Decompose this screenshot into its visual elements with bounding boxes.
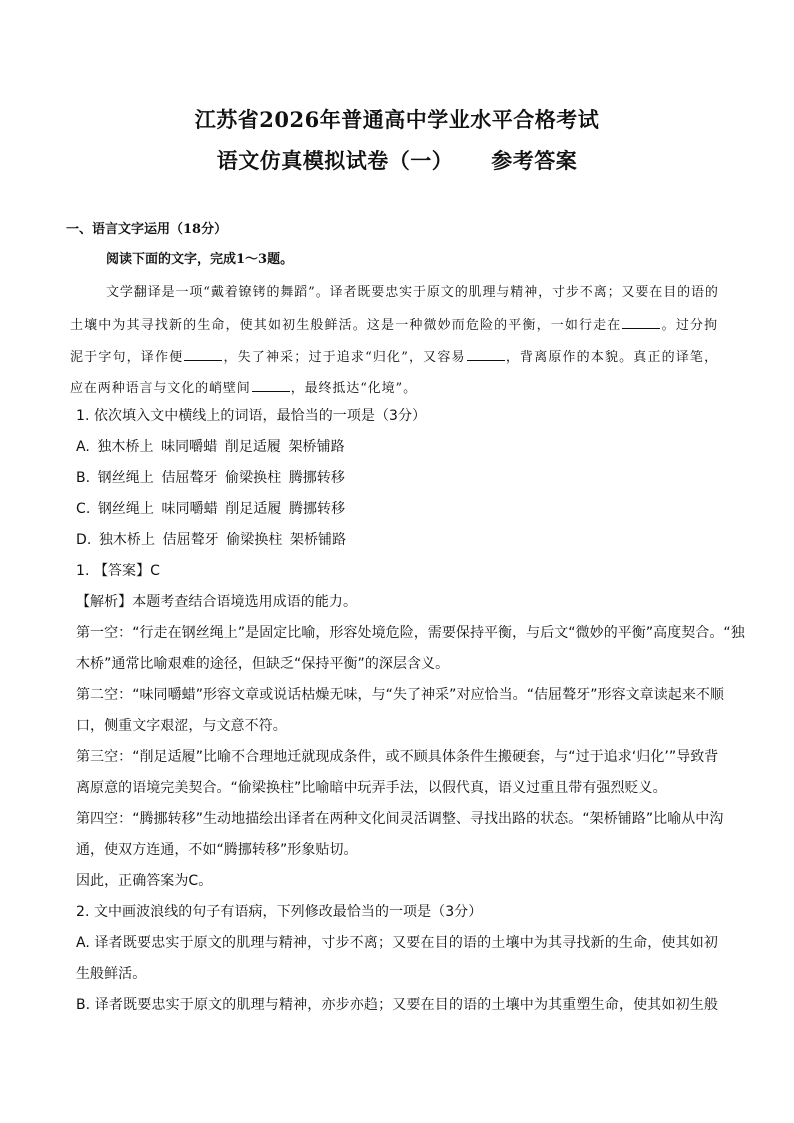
passage-line: 文学翻译是一项“戴着镣铐的舞蹈”。译者既要忠实于原文的肌理与精神，寸步不离；又要在目的语的 [106,285,719,300]
analysis-paragraph: 第二空：“味同嚼蜡”形容文章或说话枯燥无味，与“失了神采”对应恰当。“佶屈聱牙”形容文章读起来不顺 [76,687,724,703]
question-1-option-b: B. 钢丝绳上 佶屈聱牙 偷梁换柱 腾挪转移 [76,470,345,486]
document-subtitle [0,145,794,175]
analysis-paragraph: 第三空：“削足适履”比喻不合理地迁就现成条件，或不顾具体条件生搬硬套，与“过于追求‘归化’”导致背 [76,749,719,765]
passage-line: 泥于字句，译作便 ，失了神采；过于追求“归化”，又容易 ，背离原作的本貌。真正的译笔， [70,350,718,365]
analysis-conclusion: 因此，正确答案为C。 [76,873,213,889]
answer-line: 1. 【答案】C [76,563,160,579]
question-1-option-d: D. 独木桥上 佶屈聱牙 偷梁换柱 架桥铺路 [76,532,347,548]
question-2-stem: 2. 文中画波浪线的句子有语病，下列修改最恰当的一项是（3分） [76,904,483,920]
analysis-intro: 【解析】本题考查结合语境选用成语的能力。 [76,594,357,610]
exam-paper-name: 语文仿真模拟试卷（一） [216,148,454,173]
document-title: 江苏省2026年普通高中学业水平合格考试 [194,107,600,132]
analysis-paragraph: 离原意的语境完美契合。“偷梁换柱”比喻暗中玩弄手法，以假代真，语义过重且带有强烈贬义。 [76,780,667,796]
analysis-paragraph: 第四空：“腾挪转移”生动地描绘出译者在两种文化间灵活调整、寻找出路的状态。“架桥铺路”比喻从中沟 [76,811,724,827]
passage-line: 应在两种语言与文化的峭壁间 ，最终抵达“化境”。 [70,381,417,396]
passage-line: 土壤中为其寻找新的生命，使其如初生般鲜活。这是一种微妙而危险的平衡，一如行走在 。过分拘 [70,318,718,333]
question-2-option-a: A. 译者既要忠实于原文的肌理与精神，寸步不离；又要在目的语的土壤中为其寻找新的生命，使其如初 [76,935,718,951]
question-1-option-a: A. 独木桥上 味同嚼蜡 削足适履 架桥铺路 [76,439,345,455]
question-2-option-a-cont: 生般鲜活。 [76,966,147,982]
question-2-option-b: B. 译者既要忠实于原文的肌理与精神，亦步亦趋；又要在目的语的土壤中为其重塑生命，使其如初生般 [76,997,718,1013]
fill-blank-1 [622,316,660,329]
section-heading: 一、语言文字运用（18分） [66,222,228,237]
analysis-paragraph: 木桥”通常比喻艰难的途径，但缺乏“保持平衡”的深层含义。 [76,656,450,672]
question-1-option-c: C. 钢丝绳上 味同嚼蜡 削足适履 腾挪转移 [76,501,346,517]
reading-instruction: 阅读下面的文字，完成1～3题。 [106,252,294,267]
analysis-paragraph: 第一空：“行走在钢丝绳上”是固定比喻，形容处境危险，需要保持平衡，与后文“微妙的平衡”高度契合。“独 [76,625,745,641]
analysis-paragraph: 通，使双方连通，不如“腾挪转移”形象贴切。 [76,842,358,858]
fill-blank-2 [184,348,222,361]
answer-key-label: 参考答案 [491,148,578,173]
fill-blank-3 [467,348,505,361]
analysis-paragraph: 口，侧重文字艰涩，与文意不符。 [76,718,287,734]
question-1-stem: 1. 依次填入文中横线上的词语，最恰当的一项是（3分） [76,408,427,424]
fill-blank-4 [252,379,290,392]
